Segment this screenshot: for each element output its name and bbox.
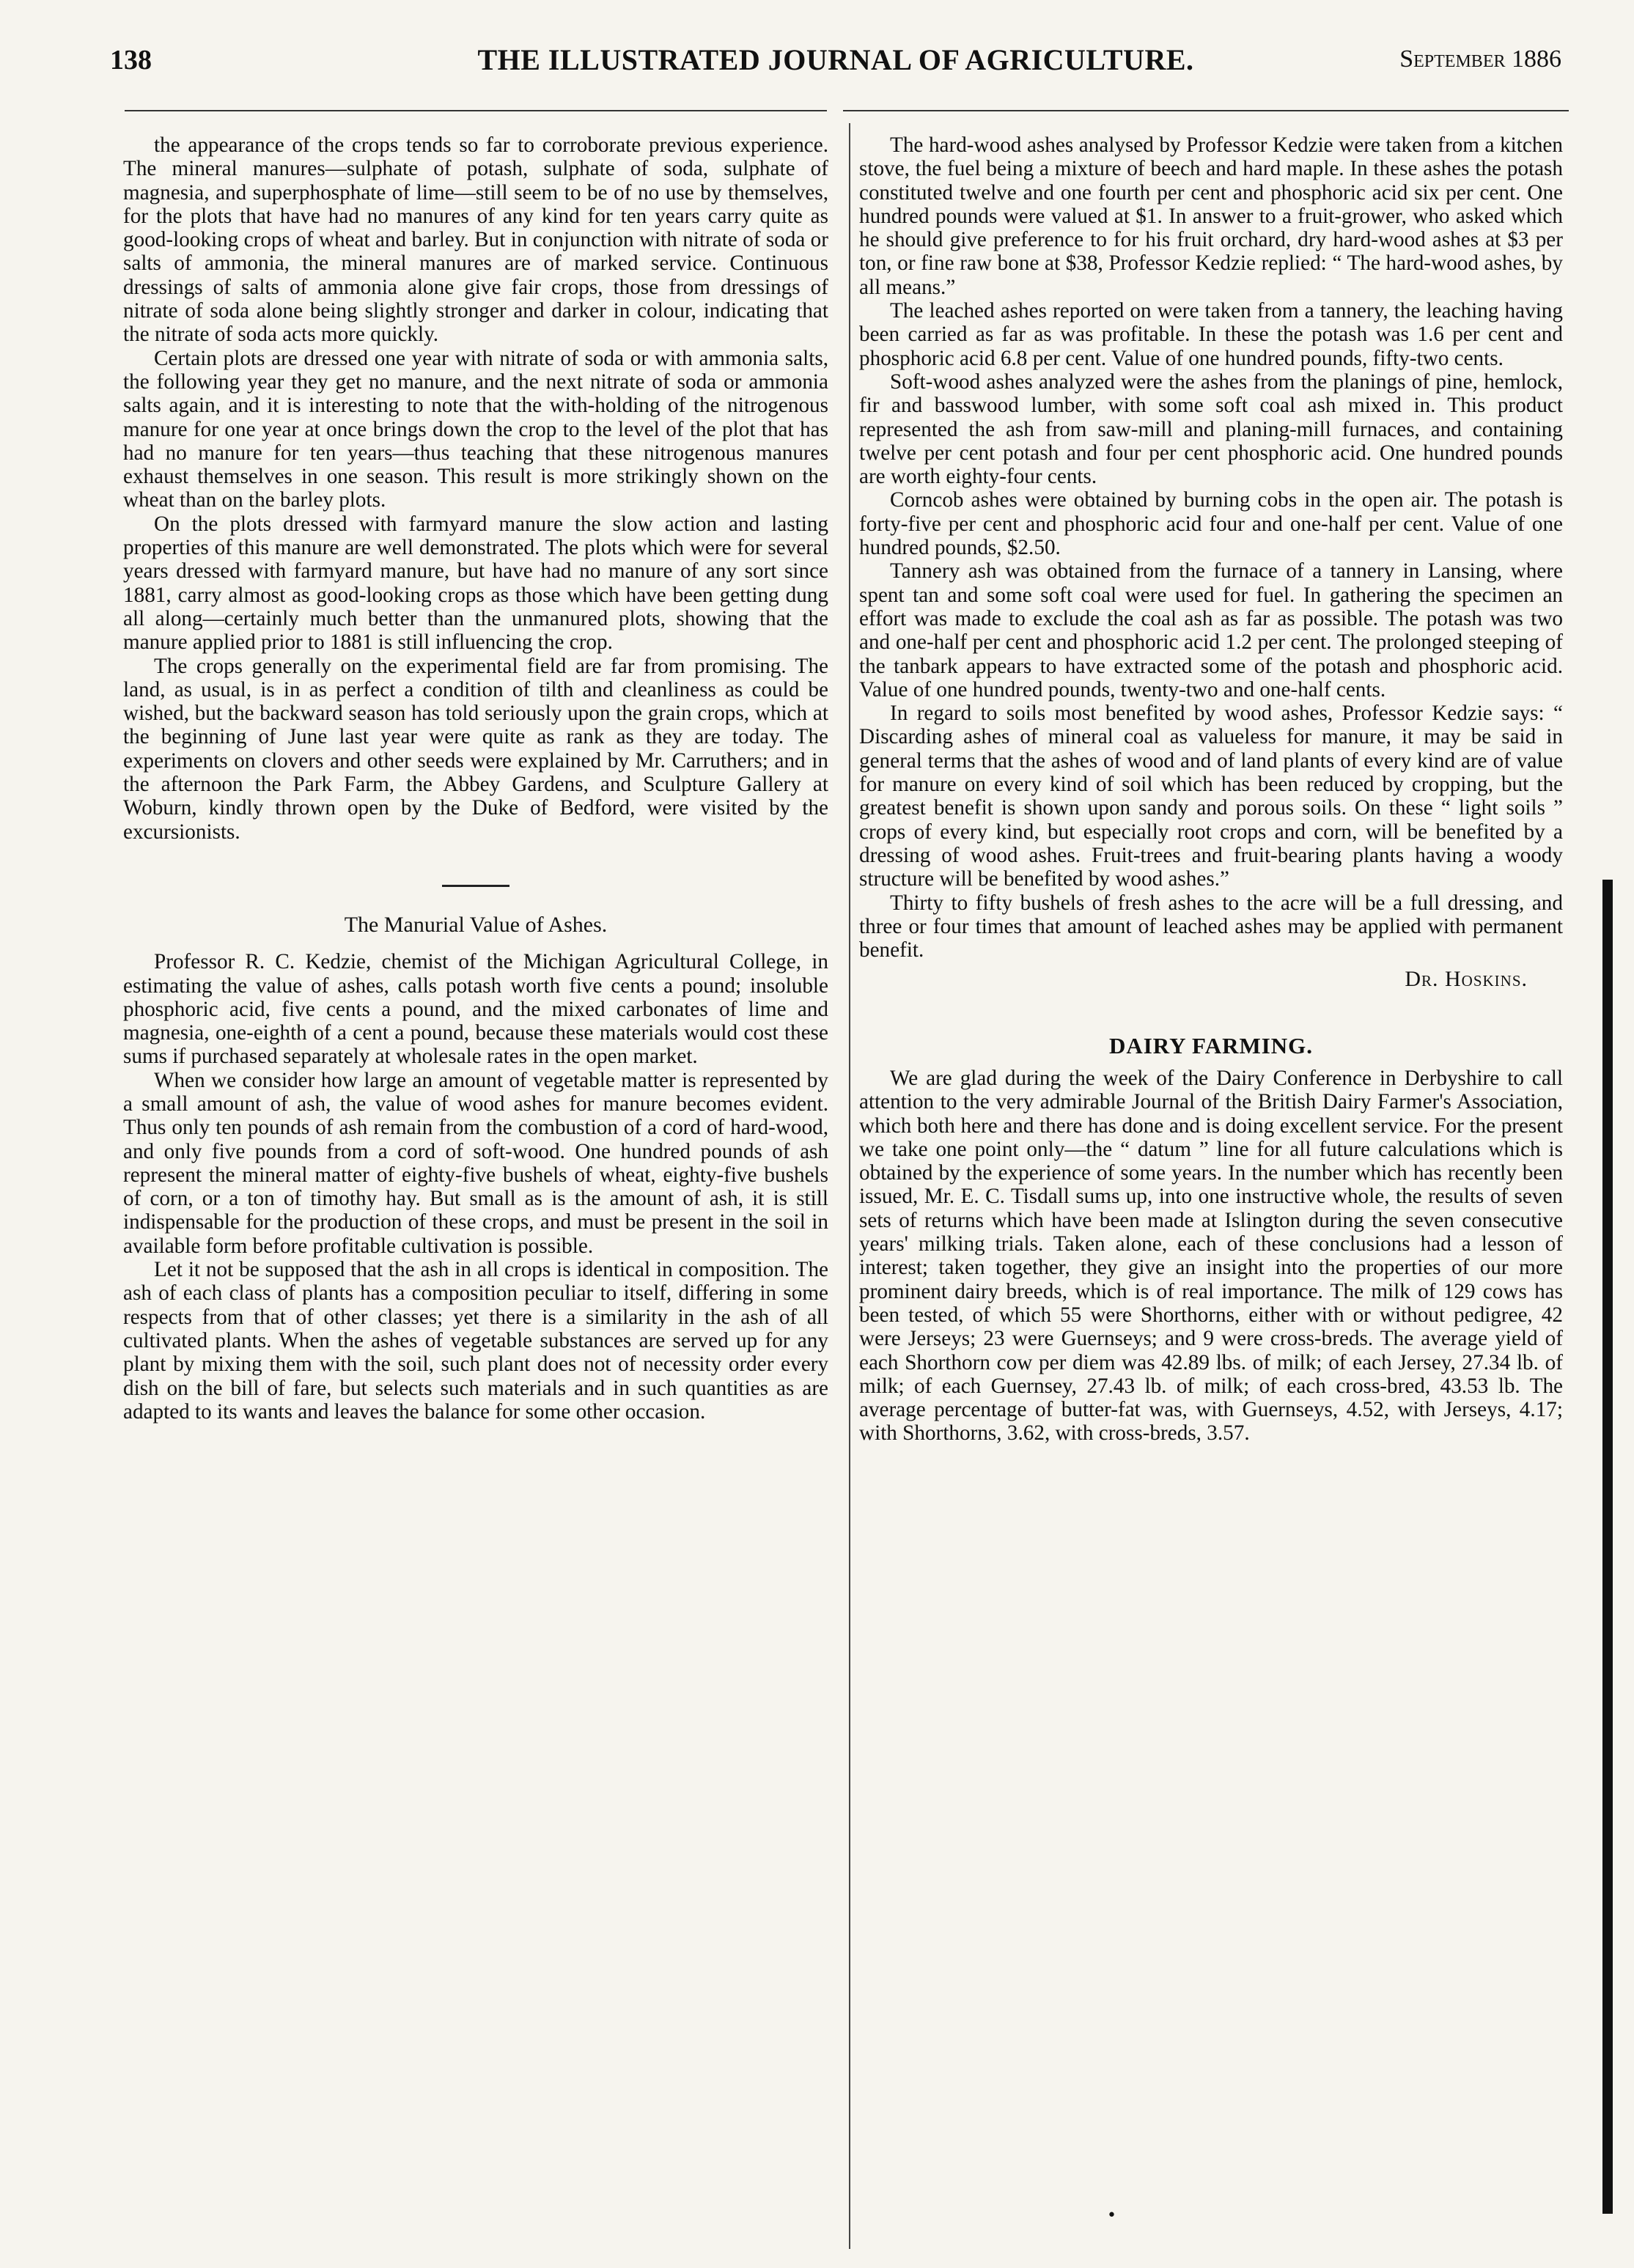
header-rule-right [843,110,1569,111]
page-number: 138 [110,45,152,76]
journal-title: THE ILLUSTRATED JOURNAL OF AGRICULTURE. [477,43,1194,76]
paragraph: Tannery ash was obtained from the furnace of a tannery in Lansing, where spent tan and some soft coal were used for fuel. In gathering the specimen an effort was made to exclude the coal ash as far as possible. The potash was two and one-half per cent and phosphoric acid 1.2 per cent. The prolonged steeping of the tanbark appears to have extracted some of the potash and phosphoric acid. Value of one hundred pounds, twenty-two and one-half cents. [859,559,1563,702]
paragraph: In regard to soils most benefited by wood ashes, Professor Kedzie says: “ Discarding ashes of mineral coal as valueless for manure, it may be said in general terms that the ashes of wood and of land plants of every kind are of value for manure on every kind of soil which has been reduced by cropping, but the greatest benefit is shown upon sandy and porous soils. On these “ light soils ” crops of every kind, but especially root crops and corn, will be benefited by a dressing of wood ashes. Fruit-trees and fruit-bearing plants having a woody structure will be benefited by wood ashes.” [859,702,1563,891]
article-title-dairy: DAIRY FARMING. [1108,1032,1314,1058]
right-column [859,133,1563,1446]
paragraph: We are glad during the week of the Dairy Conference in Derbyshire to call attention to the very admirable Journal of the British Dairy Farmer's Association, which both here and there has done and is doing excellent service. For the present we take one point only—the “ datum ” line for all future calculations which is obtained by the experience of some years. In the number which has recently been issued, Mr. E. C. Tisdall sums up, into one instructive whole, the results of seven sets of returns which have been made at Islington during the seven consecutive years' milking trials. Taken alone, each of these conclusions had a lesson of interest; taken together, they give an insight into the properties of our more prominent dairy breeds, which is of real importance. The milk of 129 cows has been tested, of which 55 were Shorthorns, either with or without pedigree, 42 were Jerseys; 23 were Guernseys; and 9 were cross-breds. The average yield of each Shorthorn cow per diem was 42.89 lbs. of milk; of each Jersey, 27.34 lb. of milk; of each Guernsey, 27.43 lb. of milk; of each cross-bred, 43.53 lb. The average percentage of butter-fat was, with Guernseys, 4.52, with Jerseys, 4.17; with Shorthorns, 3.62, with cross-breds, 3.57. [859,1066,1563,1446]
intro-article [123,133,828,844]
dairy-article [859,1067,1563,1446]
header-rule-left [125,110,827,111]
issue-date: September 1886 [1399,45,1561,73]
footer-dot: • [1107,2206,1116,2225]
paragraph: Corncob ashes were obtained by burning cobs in the open air. The potash is forty-five per cent and phosphoric acid four and one-half per cent. Value of one hundred pounds, $2.50. [859,488,1563,560]
paragraph: the appearance of the crops tends so far to corroborate previous experience. The mineral manures—sulphate of potash, sulphate of soda, sulphate of magnesia, and superphosphate of lime—still seem to be of no use by themselves, for the plots that have had no manures of any kind for ten years carry quite as good-looking crops of wheat and barley. But in conjunction with nitrate of soda or salts of ammonia, the mineral manures are of marked service. Continuous dressings of salts of ammonia alone give fair crops, those from dressings of nitrate of soda alone being slightly stronger and darker in colour, indicating that the nitrate of soda acts more quickly. [123,133,828,347]
paragraph: On the plots dressed with farmyard manure the slow action and lasting properties of this manure are well demonstrated. The plots which were for several years dressed with farmyard manure, but have had no manure of any sort since 1881, carry almost as good-looking crops as those which have been getting dung all along—certainly much better than the unmanured plots, showing that the manure applied prior to 1881 is still influencing the crop. [123,512,828,655]
paragraph: Certain plots are dressed one year with nitrate of soda or with ammonia salts, the following year they get no manure, and the next nitrate of soda or ammonia salts again, and it is interesting to note that the with-holding of the nitrogenous manure for one year at once brings down the crop to the level of the plot that has had no manure for ten years—thus teaching that these nitrogenous manures exhaust themselves in one season. This result is more strikingly shown on the wheat than on the barley plots. [123,346,828,512]
author-signature: Dr. Hoskins. [1405,967,1528,992]
ashes-article-part-2 [859,133,1563,962]
page-edge-bar [1602,880,1613,2214]
section-divider [442,885,509,887]
paragraph: Professor R. C. Kedzie, chemist of the Michigan Agricultural College, in estimating the value of ashes, calls potash worth five cents a pound; insoluble phosphoric acid, five cents a pound, and the mixed carbonates of lime and magnesia, one-eighth of a cent a pound, because these materials would cost these sums if purchased separately at wholesale rates in the open market. [123,950,828,1069]
ashes-article-part-1 [123,950,828,1424]
paragraph: Soft-wood ashes analyzed were the ashes from the planings of pine, hemlock, fir and basswood lumber, with some soft coal ash mixed in. This product represented the ash from saw-mill and planing-mill furnaces, and containing twelve per cent potash and four per cent phosphoric acid. One hundred pounds are worth eighty-four cents. [859,369,1563,489]
paragraph: The crops generally on the experimental field are far from promising. The land, as usual, is in as perfect a condition of tilth and cleanliness as could be wished, but the backward season has told seriously upon the grain crops, which at the beginning of June last year were quite as rank as they are today. The experiments on clovers and other seeds were explained by Mr. Carruthers; and in the afternoon the Park Farm, the Abbey Gardens, and Sculpture Gallery at Woburn, kindly thrown open by the Duke of Bedford, were visited by the excursionists. [123,654,828,844]
paragraph: Thirty to fifty bushels of fresh ashes to the acre will be a full dressing, and three or four times that amount of leached ashes may be applied with permanent benefit. [859,891,1563,962]
paragraph: The hard-wood ashes analysed by Professor Kedzie were taken from a kitchen stove, the fuel being a mixture of beech and hard maple. In these ashes the potash constituted twelve and one fourth per cent and phosphoric acid six per cent. One hundred pounds were valued at $1. In answer to a fruit-grower, who asked which he should give preference to for his fruit orchard, dry hard-wood ashes at $3 per ton, or fine raw bone at $38, Professor Kedzie replied: “ The hard-wood ashes, by all means.” [859,133,1563,299]
column-divider [849,123,850,2249]
article-title-ashes: The Manurial Value of Ashes. [344,912,608,937]
left-column [123,133,828,1424]
paragraph: Let it not be supposed that the ash in all crops is identical in composition. The ash of each class of plants has a composition peculiar to itself, differing in some respects from that of other classes; yet there is a similarity in the ash of all cultivated plants. When the ashes of vegetable substances are served up for any plant by mixing them with the soil, such plant does not of necessity order every dish on the bill of fare, but selects such materials and in such quantities as are adapted to its wants and leaves the balance for some other occasion. [123,1258,828,1424]
paragraph: When we consider how large an amount of vegetable matter is represented by a small amount of ash, the value of wood ashes for manure becomes evident. Thus only ten pounds of ash remain from the combustion of a cord of hard-wood, and only five pounds from a cord of soft-wood. One hundred pounds of ash represent the mineral matter of eighty-five bushels of wheat, eighty-five bushels of corn, or a ton of timothy hay. But small as is the amount of ash, it is still indispensable for the production of these crops, and must be present in the soil in available form before profitable cultivation is possible. [123,1068,828,1258]
page-header [110,38,1561,82]
paragraph: The leached ashes reported on were taken from a tannery, the leaching having been carried as far as was profitable. In these the potash was 1.6 per cent and phosphoric acid 6.8 per cent. Value of one hundred pounds, fifty-two cents. [859,299,1563,370]
